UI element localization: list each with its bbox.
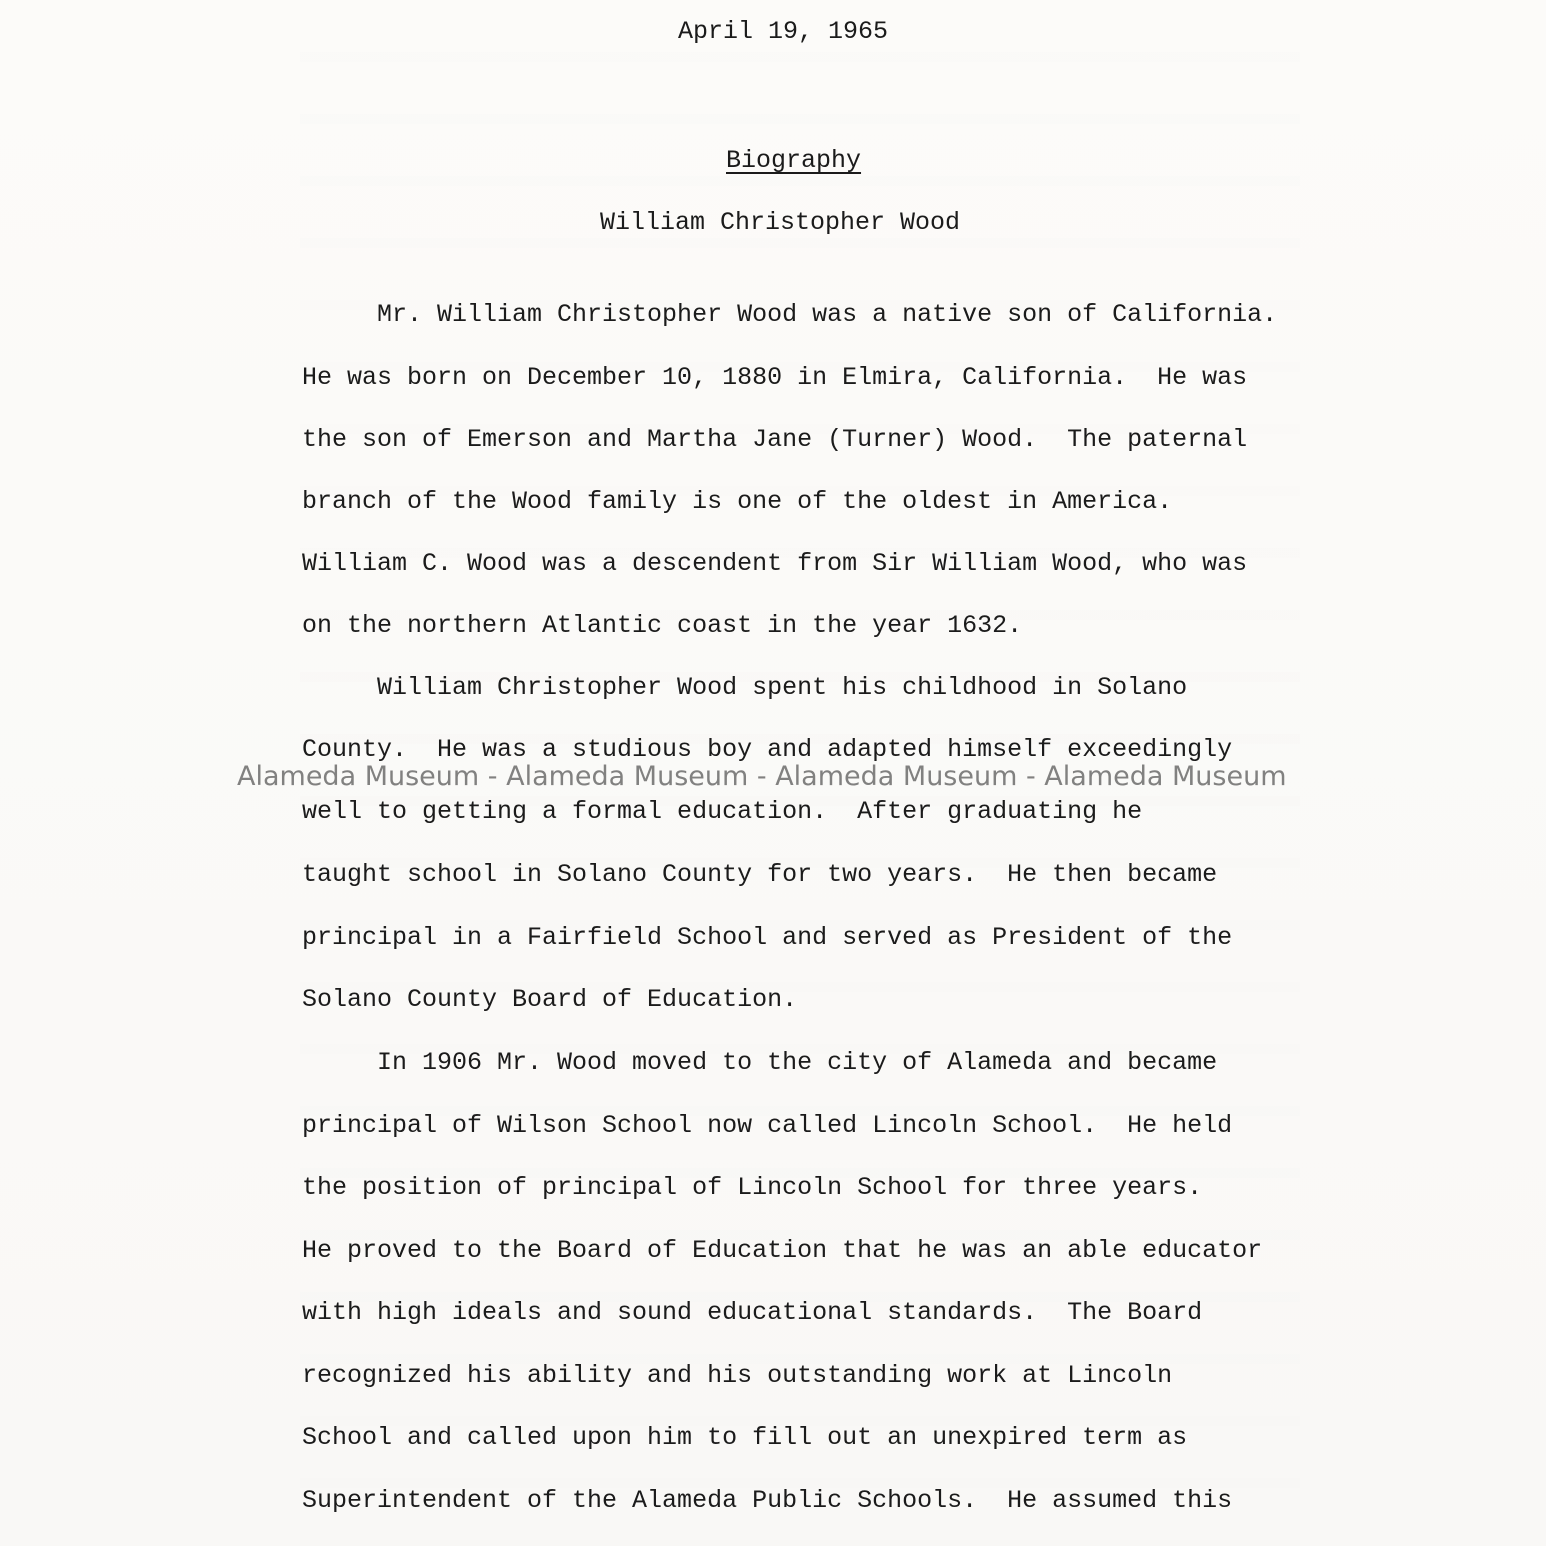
document-date: April 19, 1965 xyxy=(678,17,889,46)
watermark: Alameda Museum - Alameda Museum - Alameda Museum - Alameda Museum xyxy=(237,761,1287,792)
body-line: He was born on December 10, 1880 in Elmira, California. He was xyxy=(302,363,1248,392)
body-line: the son of Emerson and Martha Jane (Turner) Wood. The paternal xyxy=(302,425,1248,454)
document-heading: Biography xyxy=(726,146,862,175)
body-line: He proved to the Board of Education that he was an able educator xyxy=(302,1236,1263,1265)
body-line: William C. Wood was a descendent from Sir William Wood, who was xyxy=(302,549,1248,578)
document-subject: William Christopher Wood xyxy=(600,208,961,237)
body-line: on the northern Atlantic coast in the year 1632. xyxy=(302,611,1023,640)
body-line: School and called upon him to fill out an unexpired term as xyxy=(302,1423,1188,1452)
body-line: principal of Wilson School now called Lincoln School. He held xyxy=(302,1111,1233,1140)
body-line: well to getting a formal education. After graduating he xyxy=(302,797,1143,826)
body-line: In 1906 Mr. Wood moved to the city of Alameda and became xyxy=(302,1048,1218,1077)
body-line: Solano County Board of Education. xyxy=(302,985,798,1014)
body-line: Mr. William Christopher Wood was a native son of California. xyxy=(302,300,1278,329)
body-line: William Christopher Wood spent his childhood in Solano xyxy=(302,673,1188,702)
body-line: with high ideals and sound educational standards. The Board xyxy=(302,1298,1203,1327)
body-line: branch of the Wood family is one of the oldest in America. xyxy=(302,487,1173,516)
body-line: County. He was a studious boy and adapted himself exceedingly xyxy=(302,735,1233,764)
body-line: recognized his ability and his outstanding work at Lincoln xyxy=(302,1361,1173,1390)
body-line: taught school in Solano County for two years. He then became xyxy=(302,860,1218,889)
body-line: principal in a Fairfield School and served as President of the xyxy=(302,923,1233,952)
body-line: the position of principal of Lincoln School for three years. xyxy=(302,1173,1203,1202)
body-line: Superintendent of the Alameda Public Schools. He assumed this xyxy=(302,1486,1233,1515)
